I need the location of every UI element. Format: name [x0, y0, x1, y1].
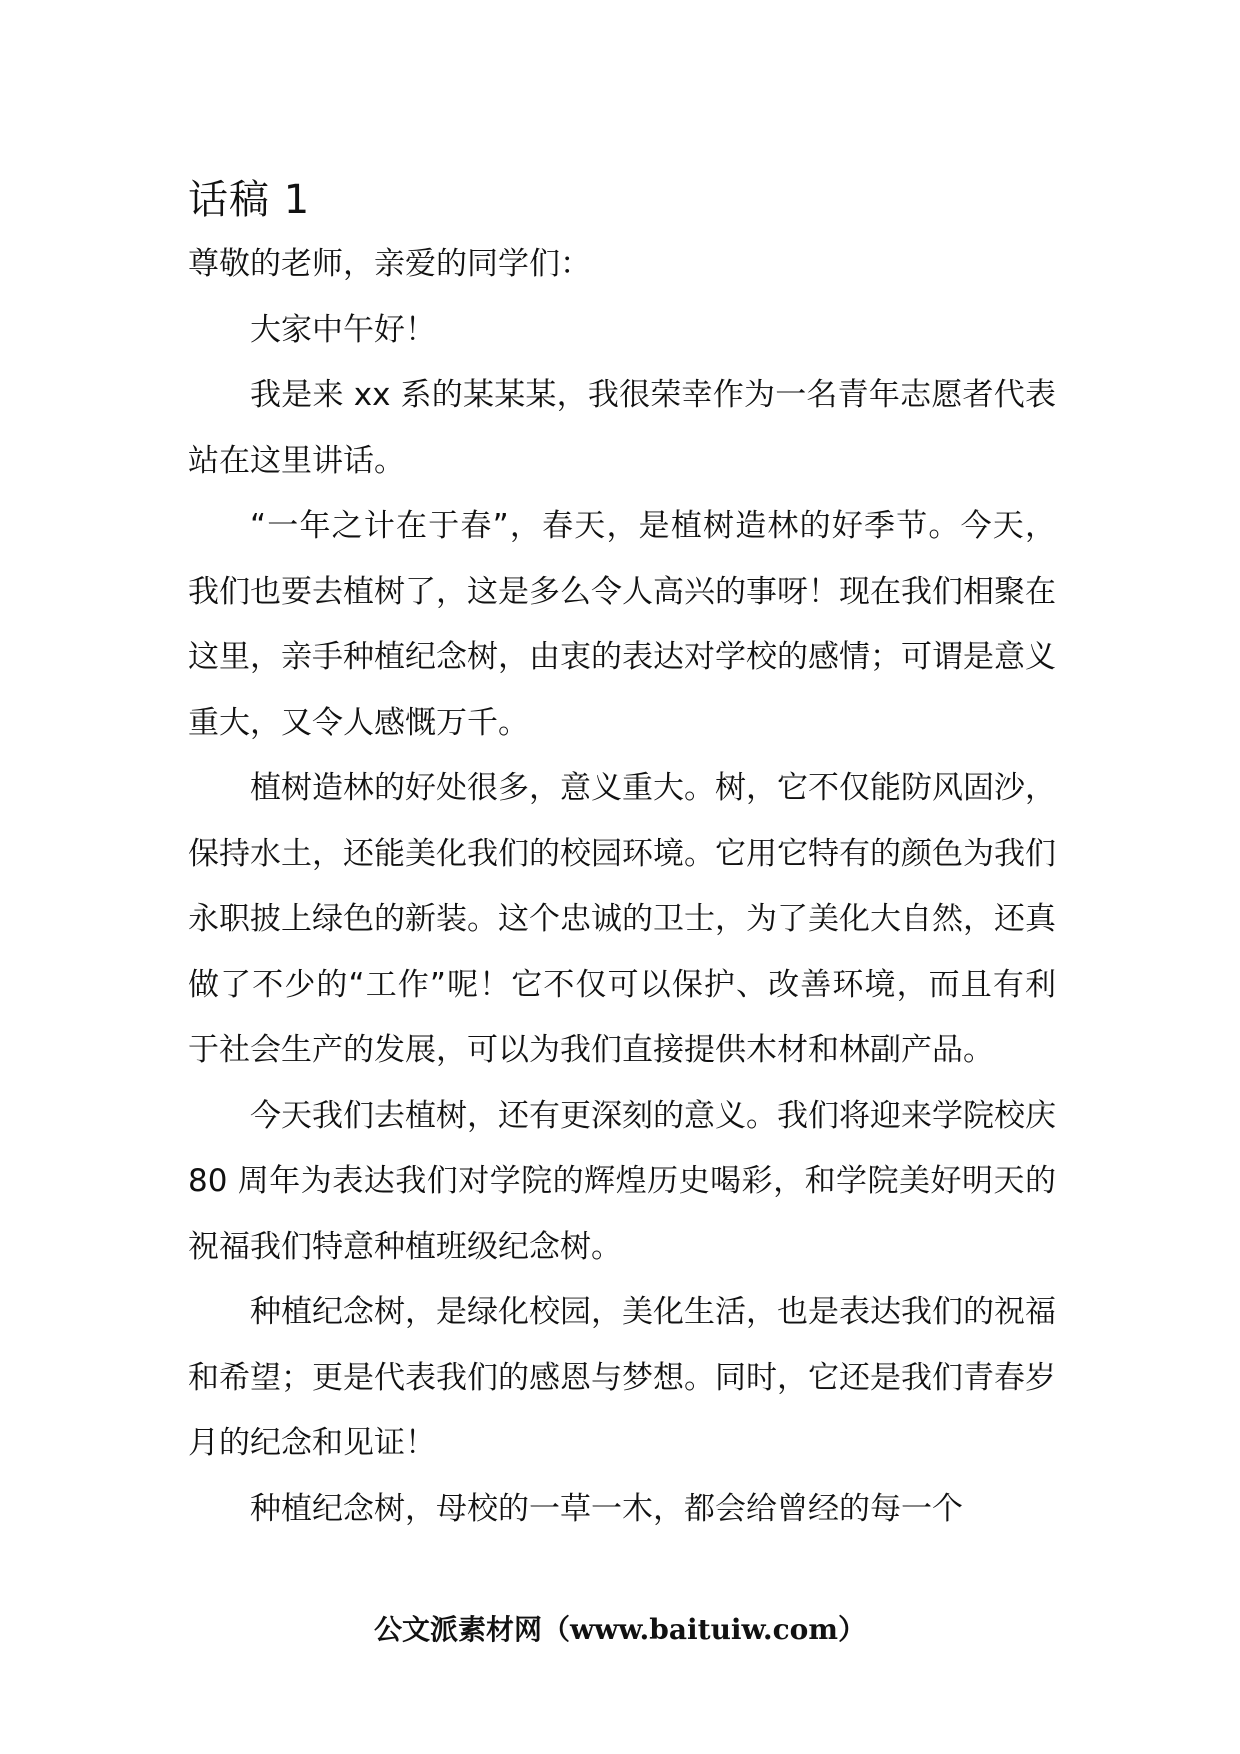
paragraph-memorial-tree: 种植纪念树，是绿化校园，美化生活，也是表达我们的祝福和希望；更是代表我们的感恩与梦想。同时，它还是我们青春岁月的纪念和见证！ — [188, 1294, 1056, 1461]
footer-watermark: 公文派素材网（www.baituiw.com） — [374, 1613, 866, 1646]
paragraph-benefits: 植树造林的好处很多，意义重大。树，它不仅能防风固沙，保持水土，还能美化我们的校园环境。它用它特有的颜色为我们永职披上绿色的新装。这个忠诚的卫士，为了美化大自然，还真做了不少的“工作”呢！它不仅可以保护、改善环境，而且有利于社会生产的发展，可以为我们直接提供木材和林副产品。 — [188, 770, 1056, 1068]
paragraph-spring: “一年之计在于春”，春天，是植树造林的好季节。今天，我们也要去植树了，这是多么令人高兴的事呀！现在我们相聚在这里，亲手种植纪念树，由衷的表达对学校的感情；可谓是意义重大，又令人感慨万千。 — [188, 508, 1056, 741]
document-title: 话稿 1 — [188, 177, 311, 223]
paragraph-introduction: 我是来 xx 系的某某某，我很荣幸作为一名青年志愿者代表站在这里讲话。 — [188, 377, 1056, 479]
paragraph-closing-start: 种植纪念树，母校的一草一木，都会给曾经的每一个 — [250, 1490, 963, 1527]
document-body — [188, 170, 1056, 1542]
paragraph-anniversary: 今天我们去植树，还有更深刻的意义。我们将迎来学院校庆 80 周年为表达我们对学院的辉煌历史喝彩，和学院美好明天的祝福我们特意种植班级纪念树。 — [188, 1097, 1056, 1265]
salutation: 尊敬的老师，亲爱的同学们： — [188, 246, 591, 282]
paragraph-greeting: 大家中午好！ — [250, 311, 436, 348]
